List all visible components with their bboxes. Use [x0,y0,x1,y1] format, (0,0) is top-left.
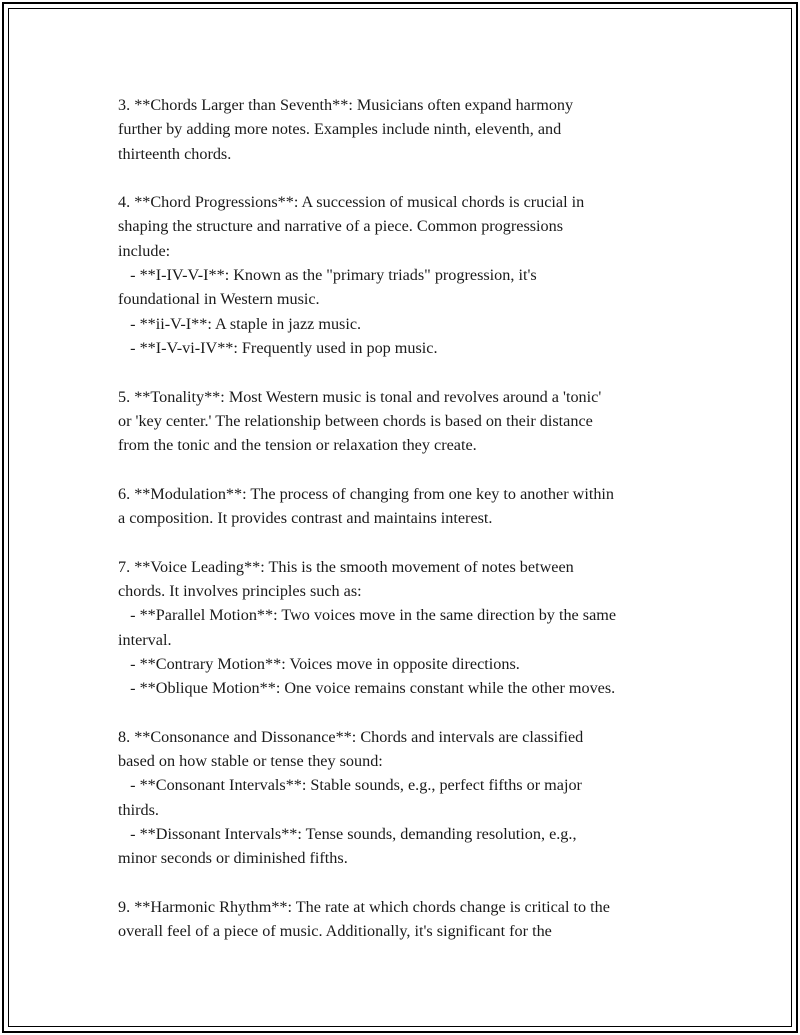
text-line: interval. [118,630,172,649]
paragraph-consonance-dissonance [118,725,698,871]
text-line: 4. **Chord Progressions**: A succession of musical chords is crucial in [118,193,585,212]
paragraph-tonality [118,385,698,458]
text-line: 3. **Chords Larger than Seventh**: Musicians often expand harmony [118,96,574,114]
text-line: 5. **Tonality**: Most Western music is tonal and revolves around a 'tonic' [118,387,602,406]
paragraph-harmonic-rhythm [118,895,698,944]
list-item-line: - **I-IV-V-I**: Known as the "primary triads" progression, it's [118,266,537,285]
paragraph-voice-leading [118,555,698,701]
text-line: overall feel of a piece of music. Additionally, it's significant for the [118,922,552,941]
list-item-line: - **ii-V-I**: A staple in jazz music. [118,314,362,333]
text-line: shaping the structure and narrative of a piece. Common progressions [118,217,564,236]
list-item-line: - **Consonant Intervals**: Stable sounds, e.g., perfect fifths or major [118,776,582,795]
list-item-line: - **Dissonant Intervals**: Tense sounds, demanding resolution, e.g., [118,824,577,843]
text-line: based on how stable or tense they sound: [118,752,383,771]
text-line: 7. **Voice Leading**: This is the smooth movement of notes between [118,557,574,576]
text-line: minor seconds or diminished fifths. [118,849,348,868]
text-line: chords. It involves principles such as: [118,581,362,600]
paragraph-chords-larger-than-seventh [118,93,698,166]
text-line: thirteenth chords. [118,144,232,163]
list-item-line: - **Oblique Motion**: One voice remains constant while the other moves. [118,679,616,698]
text-line: a composition. It provides contrast and maintains interest. [118,509,493,528]
text-line: foundational in Western music. [118,290,320,309]
text-line: thirds. [118,800,159,819]
text-line: 9. **Harmonic Rhythm**: The rate at which chords change is critical to the [118,897,610,916]
text-line: from the tonic and the tension or relaxation they create. [118,436,477,455]
text-line: 8. **Consonance and Dissonance**: Chords and intervals are classified [118,727,584,746]
list-item-line: - **Contrary Motion**: Voices move in opposite directions. [118,654,520,673]
paragraph-modulation [118,482,698,531]
text-line: further by adding more notes. Examples include ninth, eleventh, and [118,120,562,139]
text-line: or 'key center.' The relationship between chords is based on their distance [118,411,593,430]
paragraph-chord-progressions [118,190,698,360]
text-line: 6. **Modulation**: The process of changing from one key to another within [118,484,615,503]
document-body [118,93,698,943]
list-item-line: - **I-V-vi-IV**: Frequently used in pop music. [118,338,438,357]
text-line: include: [118,241,171,260]
list-item-line: - **Parallel Motion**: Two voices move in the same direction by the same [118,606,617,625]
